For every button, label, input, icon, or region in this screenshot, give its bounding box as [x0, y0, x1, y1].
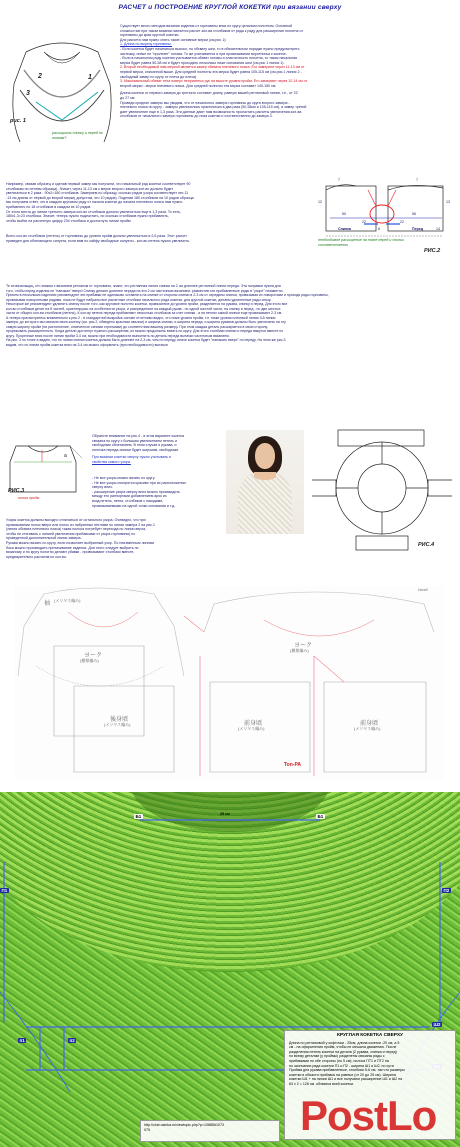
info-line: по всему деталям (у проймы) разделены связаны ряды с	[289, 1054, 385, 1059]
tag-sh2-top: Ш2	[433, 1022, 441, 1027]
jp-credit: Ton-PA	[284, 762, 302, 768]
para4-line: того, чтобы перед изделия не "наезжал" вверх! Спинку делают длиннее переда на эти 2 см частичным вязанием, разместив эти прибавленные ряды в "узорe" незаметно.	[6, 288, 284, 293]
jp-front-2: 前身頃	[360, 721, 379, 727]
note-line: Обратите внимание на рис.4 - в этом варианте кокетка	[92, 434, 184, 438]
info-line: кокетки Ш1 + на линии Ш1 и все получаем расширение Ш1 и Ш2 на	[289, 1077, 403, 1082]
bullet-item: - Не все узоры можно вязать по кругу.	[92, 476, 156, 480]
fig3-label: РИС.3	[8, 488, 25, 494]
fig2-dim: 7	[416, 178, 418, 182]
source-url: http://club.osinka.ru/viewtopic.php?p=10885#1073	[144, 1123, 225, 1127]
intro-line: второй мерки - мерки плечевого пояса. Для средней полноты эта мерка составит 140-150 см.	[120, 83, 277, 88]
top-dimension: 25 см	[220, 812, 230, 816]
info-line: кокетки в области прибавок на равных (от 20 до 25 см). Ширина	[289, 1072, 396, 1077]
watermark-logo: PostLo	[300, 1092, 437, 1139]
jp-front: 前身頃	[244, 721, 263, 727]
tag-b1-right: Б1	[317, 814, 324, 819]
para4-line: Некоторые же рекомендуют удлинять спинку после того, как круговое полотно кокетки, провязанное до уровня пройм, разделяется на рукава, спинку и перед. Для этого все	[6, 302, 288, 306]
info-line: Пройма для рукава прибавленные, столбики 5-6 см, так что размеры	[289, 1068, 405, 1073]
bullet-item: провязываемыми на одной точки основания и т.д.	[92, 503, 176, 508]
figure-3	[6, 436, 86, 504]
jp-yoke-2: ヨーク	[294, 643, 313, 649]
jp-front-sub: (メリヤス編み)	[238, 726, 265, 731]
para6-line: чтобы не стягивать с линией увеличения прибавками от узора горловины) по	[6, 531, 136, 536]
jp-back: 後身頃	[110, 717, 129, 723]
pattern-paragraph	[6, 518, 302, 559]
intro-line: Длина кокетки от первого замера до третьего составит длину, равную вашей реглановой линии, т.е., от 23	[120, 91, 298, 96]
para6-line: проведенной дополнительной линии замера.	[6, 536, 82, 541]
bullet-item: между его раппортами добавлением арок из	[92, 494, 167, 499]
para4-line: кругу. Прорезные вниз после линии пройм 3-4 см, можно при необходимости выполнить по деталь переда вытачки частичным вязанием.	[6, 333, 230, 338]
para4-line: провязывая поворотными рядами, пока не будут набраны все расчетные столбики начального ряда кокетки, для круглой кокетки, делаем удлиненные ряды снизу.	[6, 297, 272, 302]
intro-line: застежку, иначе не "пролезет" голова. То же учитывается и при провязывании воротничка к кокетке.	[120, 51, 287, 56]
note-line: полочка переда-спинки будет широким, свободным.	[92, 447, 179, 452]
fig2-dim: 14	[436, 227, 440, 231]
info-line: разделения петель кокетки на детали (2 рукава, спинка и перед)	[289, 1049, 397, 1054]
para6-line: предварительно расчитав их кол-во.	[6, 554, 67, 559]
fig4-label: РИС.4	[418, 542, 435, 548]
para2-line: Например, связав образец и сделав первый замер мы получили, что начальный ряд кокетки соответствует 90	[6, 182, 191, 186]
bullet-list	[92, 476, 224, 508]
fig2-dim: 7	[338, 178, 340, 182]
para6-line: Рукава можно вязать по кругу, если позволяет выбранный узор. По неизменным линиям	[6, 540, 154, 545]
intro-line: мерка будет равна 50-58 см и будет проходить несколько ниже основания шеи (см.рис 1 линия 1).	[120, 60, 285, 65]
para6-line: бока можно производить притачивание изделия. Для этого следует выбрать по	[6, 545, 139, 550]
intro-line: дает увеличение еще в 1,3 раза. Эти данные дают нам возможность просчитать расчеты увеличения кол-ва	[120, 109, 302, 114]
fig2-dim: 6	[378, 227, 380, 231]
jp-diagram-lines	[14, 586, 444, 780]
para4-line: прорезывать расширенность. Когда детали достигнут нужного расширения, их можно продолжить вязать по кругу. Для этого столбики спинки и переда вяжутся вместе по	[6, 329, 284, 333]
para4-line: самую ширину пройм (на растопление, отмеченное синими стрелками) до соответствия вашему размеру. При этом каждая деталь расширяется в свою сторону,	[6, 324, 268, 329]
fig2-caption: необходимое расширение на поясе перед и спинки соответственно	[318, 238, 404, 247]
para3-line: приведен для облегающего силуэта, если вам по кайфу свободные силуэты - кол-во петель нужно увеличить.	[6, 238, 190, 243]
japanese-pattern-diagram	[14, 586, 444, 780]
intro-line: сложностью при таком вязании является расчет кол-ва столбиков от ряда к ряду для расширения полотна от	[120, 28, 304, 33]
para4-line: Причем в нескольких изделиях рекомендуют эти прибавки не одинаково оставлять на спинке от стороны спинки в 2-3 см от середины спинки, провязывая их поворотами и проходя ряды горловины,	[6, 293, 329, 297]
note-line: связана по кругу с большим увеличением петель и	[92, 438, 177, 443]
intro-line: плечевого пояса по кругу - замеры увеличились практически в два раза (50-58см и 105-115 см), а замер третий	[120, 105, 307, 110]
fig1-label: рис. 1	[10, 118, 26, 124]
para4-line: замера, до которого мы связали свою кокетку (см. рис.2, обведено красным овалом) и ширина спинки, и ширина переда, и ширина рукавов должны быть увеличены на эту	[6, 320, 286, 324]
figure-4	[308, 426, 456, 558]
fig3-sub: линия пройм	[18, 496, 40, 500]
tag-p1: П1	[1, 888, 8, 893]
intro-line: 1. Длина по вырезу горловины.	[120, 42, 172, 47]
para2-line: мы получаем ответ, что в каждом круговом ряду от начала кокетки до начала плечевого пояса нам нужно	[6, 200, 183, 205]
para4-line: части от общего кол-ва столбиков (петель). К кол-ву петель переда прибавляют несколько столбиков за счет спинки , а на петлях самой спинки еще провязывают 2-3 см.	[6, 311, 283, 315]
intro-line: - Если кокетка будет начинаться высоко, по обхвату шеи, то в обязательном порядке нужно предусмотреть	[120, 46, 300, 51]
source-url-box	[140, 1120, 280, 1142]
jp-yoke-1-sub: (模様編み)	[80, 658, 99, 663]
info-line: см - на оформления пройм, чтобы не мешала движению. После	[289, 1045, 397, 1050]
bullet-item: возд.петель, петли, столбиков с накидами,	[92, 498, 164, 503]
intro-line: первой мерки, описанной выше. Для средней полноты эта мерка будет равна 105-115 см (см.рис.1 линия 2 -	[120, 69, 302, 74]
ratio-paragraph	[6, 234, 314, 243]
note-line: При вязании кокетки сверху нужно учитывать и	[92, 455, 172, 460]
para6-line: Узоры кокеток должны выгодно отличаться от остального узора. Очевидно, что при	[6, 518, 146, 522]
example-paragraph	[6, 182, 314, 223]
para4-line: А теперь присмотритесь внимательно к рис.2 - в стандартной выкройке-основе отчетливо видно, что ниже уровня пройм, т.е. ниже уровня плечевой линии 3-й линии	[6, 315, 276, 320]
para4-line: Те из вязальщиц, кто знаком с вязанием регланом от горловины, знают, что регланная линия спинки на 2 см длиннее регланной линии переда. Эта поправка нужна для	[6, 284, 281, 288]
para4-line: На рис. 3 по точке а видим, что по линии спинки кокетка должна быть длиннее на 2-3 см, чем по переду, иначе кокетка будет "наезжать вверх" по переду. На этом же рис.3	[6, 338, 286, 342]
source-url-2: 075	[144, 1127, 150, 1132]
jp-sleeve-sub: (メリヤス編み)	[54, 598, 81, 603]
intro-line: 3. Максимальный обхват тела поверх неприятных рук на высоте уровня пройм. Его замеряют через 12-14 см от	[120, 79, 308, 84]
tag-p2-small: п2	[69, 1038, 75, 1043]
jp-back-sub: (メリヤス編み)	[104, 722, 131, 727]
info-box-title: КРУГЛАЯ КОКЕТКА СВЕРХУ	[336, 1033, 404, 1038]
jp-yoke-2-sub: (模様編み)	[290, 648, 309, 653]
collar	[254, 472, 276, 480]
intro-line: Для расчета нам нужно снять такие основные мерки (см.рис 1):	[120, 37, 227, 42]
fig1-caption: расширить спинку и перед по линиям?	[52, 131, 103, 140]
intro-line: Существует много методов вязания изделия от горловины вниз по кругу цельным полотном. Основной	[120, 24, 293, 28]
info-line: по окончании ряда кокетки П1 и П2 - ширина Ш1 и Ш2. по сути	[289, 1063, 394, 1068]
intro-line: Проведя средние замеры мы увидим, что от начального замера горловины до круга второго замера -	[120, 100, 290, 105]
fig2-label: РИС.2	[424, 248, 441, 254]
para2-line: -13 см длины от первой до второй мерки( допустим, это 10 рядов). Поделив 180 столбиков на 10 рядов образца	[6, 195, 194, 200]
tag-b1-left: Б1	[135, 814, 142, 819]
intro-line: до 27 см.	[120, 95, 136, 100]
intro-line: горловины до края круглой кокетки.	[120, 33, 180, 38]
page-title: РАСЧЕТ и ПОСТРОЕНИЕ КРУГЛОЙ КОКЕТКИ при вязании сверху	[118, 4, 342, 11]
para6-line: вязаному и по кругу полотно делают убавки - провязывают столбики вместе,	[6, 550, 135, 555]
yoke-sketch	[6, 24, 118, 148]
intro-line: столбиков от начального замера горловины до низа кокетки и соответственно до замера 3.	[120, 114, 273, 119]
fig4-sketch	[308, 426, 456, 558]
fig1-marker-2: 2	[38, 73, 42, 80]
face	[255, 443, 275, 469]
fig2-dim: 50	[342, 212, 346, 216]
para6-line: провязывании полос вверх или полос из набранных петлями по линии замера 2 на рис.1	[6, 522, 155, 527]
note-line: свойства самого узора.	[92, 459, 131, 464]
fig2-dim: 22	[400, 220, 404, 224]
fig1-marker-3: 3	[26, 90, 30, 97]
fig2-back-label: Спинка	[338, 227, 351, 231]
para2-line: От этого места до линии третьего замера кол-во столбиков должно увеличиться еще в 1,3 раза. То есть,	[6, 209, 182, 214]
jp-yoke-1: ヨーク	[84, 653, 103, 659]
para2-line: столбикам по петлям образца). Значит, через 11-13 см к мерке второго замера кол-во должно будет	[6, 186, 174, 191]
tag-p1-small: п1	[19, 1038, 25, 1043]
figure-1	[6, 24, 118, 148]
bullet-item: сверху вниз.	[92, 485, 113, 490]
intro-line: - Если в начальном ряду кокетки учитывается обхват головы и эластичность полотна, то такая начальная	[120, 56, 298, 61]
fig2-dim: 56	[412, 212, 416, 216]
fig1-marker-1: 1	[88, 74, 92, 81]
bullet-item: - расширение узора сверху вниз можно производить	[92, 489, 180, 494]
fig2-dim: 22	[362, 220, 366, 224]
jp-sleeve: 袖	[44, 601, 51, 607]
intro-line: 2. Второй необходимой нам меркой является замер обхвата плечевого пояса. Его замеряют через 11-13 см от	[120, 65, 305, 70]
info-line: 63 х 2 = 126 см .обхватка всей кокетки.	[289, 1081, 354, 1086]
para2-line: чтобы выйти на расчетную цифру 234 столбика и достигнуть линии пройм.	[6, 218, 132, 223]
jp-credit-2: Hanell	[418, 588, 428, 592]
bullet-item: - Не все узоры смотрятся красиво при их расположении	[92, 480, 186, 485]
svg-text:a: a	[64, 453, 67, 459]
para6-line: (линия обхвата плечевого пояса) такая полоса потребует перехода по линии верха,	[6, 527, 147, 532]
info-line: прибавками по обе стороны (по 5 см), полоса ПТ1 и ПТ2 на	[289, 1058, 389, 1063]
fig2-dim: 12	[318, 200, 322, 204]
intro-line: свободный замер по кругу от плеча до плеча)	[120, 74, 197, 79]
fig2-dim: 13	[446, 200, 450, 204]
raglan-paragraph	[6, 284, 456, 347]
fig2-front-label: Перед	[412, 227, 424, 231]
note-paragraph	[92, 434, 222, 465]
para2-line: 180х1,3=23 столбика. Значит, теперь нужно подсчитать, по сколько столбиков нужно прибавлять,	[6, 214, 169, 219]
jp-front-2-sub: (メリヤス編み)	[354, 726, 381, 731]
tag-p2: П2	[443, 888, 450, 893]
info-line: Длина по реглановой у кофточки - 25см, длина кокетки -20 см, а 5	[289, 1040, 400, 1045]
figure-2	[316, 176, 456, 260]
para3-line: Всего кол-во столбиков (петель) от горловины до уровня пройм должно увеличиться в 2,6 раза. Этот расчет	[6, 234, 187, 238]
knitted-yoke-photo	[0, 792, 460, 1147]
para2-line: прибавлять по 18 столбиков в каждом из 10 рядов.	[6, 204, 92, 209]
para4-line: видим, что по линии пройм кокетка вниз на 3-4 см можно оформлять (при необходимости) вытачки	[6, 342, 168, 347]
note-line: свободным облеганием. В этом случаи и рукава, и	[92, 443, 177, 448]
intro-text	[120, 24, 456, 119]
para2-line: увеличиться в 2 раза - 90х2=180 столбиков. Замеряем по образцу, сколько рядов узора соответствует эти 11	[6, 191, 189, 196]
para4-line: кол-во столбиков делят на 6 частей, ориентируясь на особенности узора, и распределяют на каждый рукав - по одной шестой части, на спинку и перед - по две шестых	[6, 306, 281, 311]
